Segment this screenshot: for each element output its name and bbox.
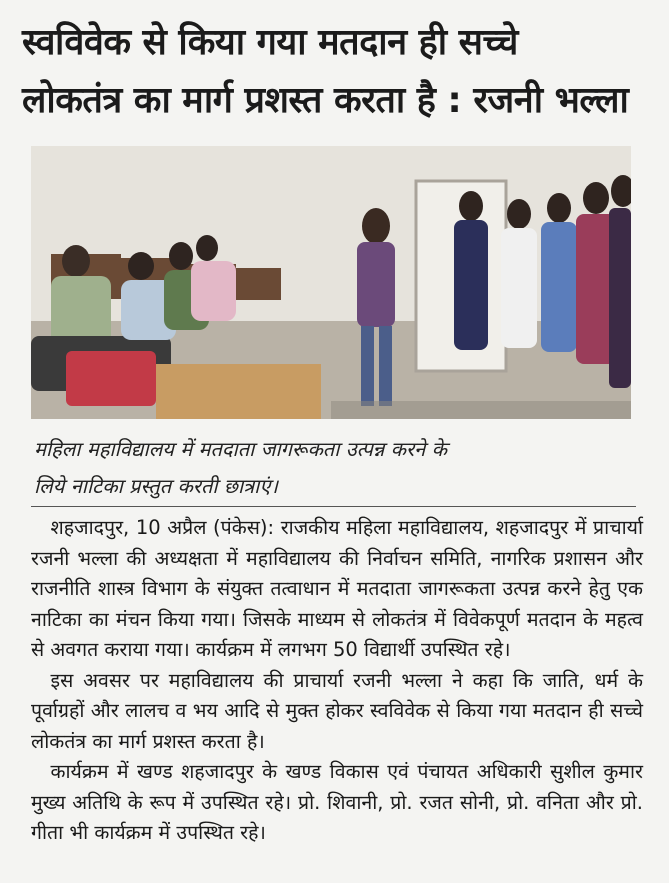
article-paragraph-3 — [31, 757, 643, 849]
headline-line-2: लोकतंत्र का मार्ग प्रशस्त करता है : रजनी भल्ला — [22, 80, 629, 121]
caption-line-1: महिला महाविद्यालय में मतदाता जागरूकता उत्पन्न करने के — [34, 437, 447, 461]
paragraph-3-text: कार्यक्रम में खण्ड शहजादपुर के खण्ड विकास एवं पंचायत अधिकारी सुशील कुमार मुख्य अतिथि के रूप में उपस्थित रहे। प्रो. शिवानी, प्रो. रजत सोनी, प्रो. वनिता और प्रो. गीता भी कार्यक्रम में उपस्थित रहे। — [31, 760, 643, 844]
news-photo — [31, 146, 631, 419]
paragraph-1-text: राजकीय महिला महाविद्यालय, शहजादपुर में प्राचार्या रजनी भल्ला की अध्यक्षता में महाविद्यालय की निर्वाचन समिति, नागरिक प्रशासन और राजनीति शास्त्र विभाग के संयुक्त तत्वाधान में मतदाता जागरूकता उत्पन्न करने हेतु एक नाटिका का मंचन किया गया। जिसके माध्यम से लोकतंत्र में विवेकपूर्ण मतदान के महत्व से अवगत कराया गया। कार्यक्रम में लगभग 50 विद्यार्थी उपस्थित रहे। — [31, 516, 644, 661]
paragraph-2-text: इस अवसर पर महाविद्यालय की प्राचार्या रजनी भल्ला ने कहा कि जाति, धर्म के पूर्वाग्रहों और लालच व भय आदि से मुक्त होकर स्वविवेक से किया गया मतदान ही सच्चे लोकतंत्र का मार्ग प्रशस्त करता है। — [31, 668, 643, 753]
headline — [22, 14, 652, 130]
photo-caption — [34, 431, 646, 505]
article-paragraph-1 — [31, 513, 643, 666]
article-paragraph-2 — [31, 666, 643, 758]
article-body — [31, 513, 643, 849]
dateline: शहजादपुर, 10 अप्रैल (पंकेस): — [50, 516, 275, 539]
caption-divider — [31, 506, 636, 507]
headline-line-1: स्वविवेक से किया गया मतदान ही सच्चे — [22, 22, 518, 63]
caption-line-2: लिये नाटिका प्रस्तुत करती छात्राएं। — [34, 474, 278, 498]
